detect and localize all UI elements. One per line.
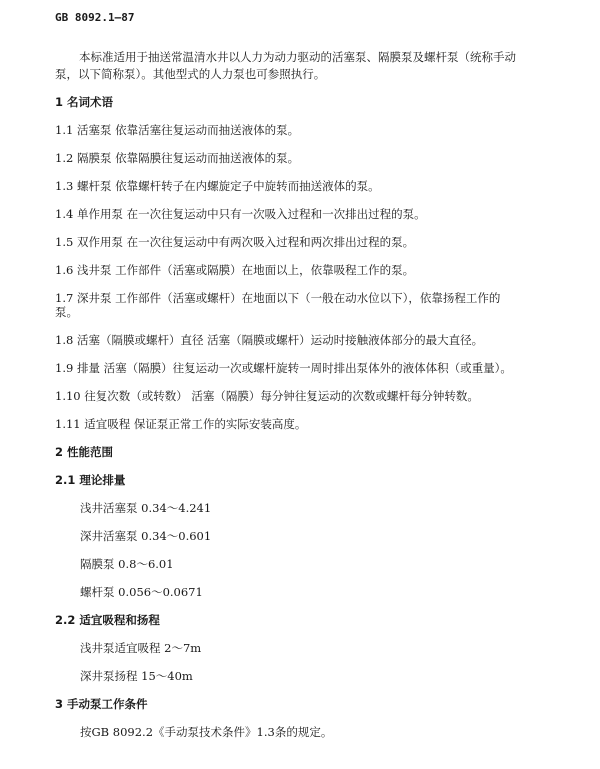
term-1-11: 1.11 适宜吸程 保证泵正常工作的实际安装高度。 [55, 417, 307, 431]
head-range-item: 浅井泵适宜吸程 2～7m [80, 641, 202, 655]
head-range-item: 深井泵扬程 15～40m [80, 669, 193, 683]
term-1-10: 1.10 往复次数（或转数） 活塞（隔膜）每分钟往复运动的次数或螺杆每分钟转数。 [55, 389, 479, 403]
term-1-5: 1.5 双作用泵 在一次往复运动中有两次吸入过程和两次排出过程的泵。 [55, 235, 415, 249]
intro-paragraph-line-2: 泵，以下简称泵）。其他型式的人力泵也可参照执行。 [55, 67, 326, 81]
standard-code: GB 8092.1—87 [55, 11, 135, 24]
term-1-2: 1.2 隔膜泵 依靠隔膜往复运动而抽送液体的泵。 [55, 151, 300, 165]
displacement-item: 螺杆泵 0.056～0.0671 [80, 585, 203, 599]
term-1-7-line-1: 1.7 深井泵 工作部件（活塞或螺杆）在地面以下（一般在动水位以下），依靠扬程工作的 [55, 291, 501, 305]
intro-paragraph-line-1: 本标准适用于抽送常温清水井以人力为动力驱动的活塞泵、隔膜泵及螺杆泵（统称手动 [79, 50, 516, 64]
term-1-8: 1.8 活塞（隔膜或螺杆）直径 活塞（隔膜或螺杆）运动时接触液体部分的最大直径。 [55, 333, 484, 347]
term-1-3: 1.3 螺杆泵 依靠螺杆转子在内螺旋定子中旋转而抽送液体的泵。 [55, 179, 380, 193]
section-1-heading: 1 名词术语 [55, 95, 114, 109]
term-1-1: 1.1 活塞泵 依靠活塞往复运动而抽送液体的泵。 [55, 123, 300, 137]
displacement-item: 隔膜泵 0.8～6.01 [80, 557, 174, 571]
section-2-2-heading: 2.2 适宜吸程和扬程 [55, 613, 160, 627]
section-3-heading: 3 手动泵工作条件 [55, 697, 148, 711]
section-2-heading: 2 性能范围 [55, 445, 114, 459]
term-1-9: 1.9 排量 活塞（隔膜）往复运动一次或螺杆旋转一周时排出泵体外的液体体积（或重量）。 [55, 361, 512, 375]
section-3-body: 按GB 8092.2《手动泵技术条件》1.3条的规定。 [80, 725, 333, 739]
term-1-7-line-2: 泵。 [55, 305, 78, 319]
term-1-4: 1.4 单作用泵 在一次往复运动中只有一次吸入过程和一次排出过程的泵。 [55, 207, 426, 221]
section-2-1-heading: 2.1 理论排量 [55, 473, 126, 487]
displacement-item: 浅井活塞泵 0.34～4.241 [80, 501, 212, 515]
displacement-item: 深井活塞泵 0.34～0.601 [80, 529, 212, 543]
term-1-6: 1.6 浅井泵 工作部件（活塞或隔膜）在地面以上，依靠吸程工作的泵。 [55, 263, 415, 277]
